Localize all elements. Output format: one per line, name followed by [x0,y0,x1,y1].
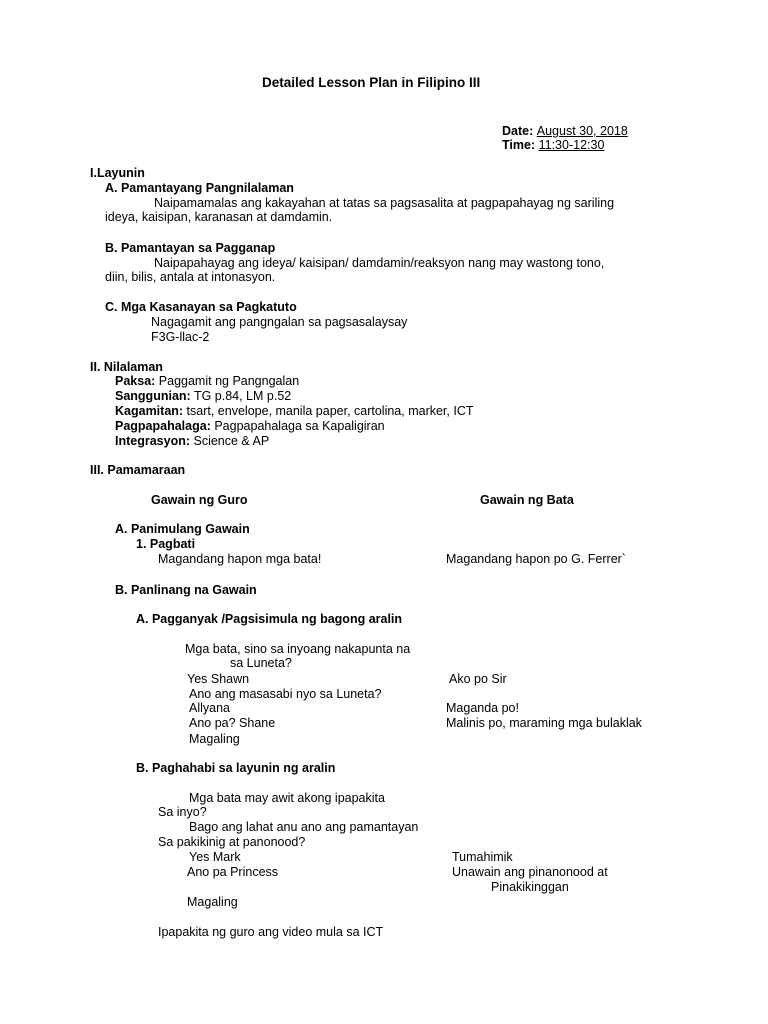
section-layunin-heading: I.Layunin [90,166,145,180]
kagamitan-row [115,404,474,419]
pagganyak-answer-2: Maganda po! [446,701,519,715]
kagamitan-label: Kagamitan: [115,404,184,418]
pagbati-heading: 1. Pagbati [136,537,196,551]
sanggunian-row [115,389,291,404]
paghahabi-line-3: Bago ang lahat anu ano ang pamantayan [189,820,419,834]
integrasyon-label: Integrasyon: [115,434,191,448]
paghahabi-answer-2-line-1: Unawain ang pinanonood at [452,865,608,879]
pagganyak-call-allyana: Allyana [189,701,230,715]
pagganyak-answer-1: Ako po Sir [449,672,507,686]
pagganyak-question-1-line-2: sa Luneta? [230,656,292,670]
sanggunian-value: TG p.84, LM p.52 [190,389,292,403]
paksa-row [115,374,299,389]
date-label: Date: [502,124,534,138]
paghahabi-heading: B. Paghahabi sa layunin ng aralin [136,761,336,775]
paghahabi-call-princess: Ano pa Princess [187,865,279,879]
kagamitan-value: tsart, envelope, manila paper, cartolina, marker, ICT [183,404,474,418]
pagganyak-call-shawn: Yes Shawn [187,672,250,686]
paghahabi-call-mark: Yes Mark [189,850,241,864]
layunin-b-text-2: diin, bilis, antala at intonasyon. [105,270,276,284]
date-value: August 30, 2018 [536,124,628,138]
pagganyak-question-1-line-1: Mga bata, sino sa inyoang nakapunta na [185,642,411,656]
integrasyon-value: Science & AP [190,434,270,448]
column-heading-bata: Gawain ng Bata [480,493,574,507]
pagbati-guro: Magandang hapon mga bata! [158,552,322,566]
pagganyak-praise: Magaling [189,732,240,746]
paghahabi-answer-1: Tumahimik [452,850,513,864]
pagpapahalaga-label: Pagpapahalaga: [115,419,211,433]
time-row [502,138,604,153]
time-value: 11:30-12:30 [538,138,605,152]
paghahabi-line-4: Sa pakikinig at panonood? [158,835,306,849]
paghahabi-video-note: Ipapakita ng guro ang video mula sa ICT [158,925,384,939]
sanggunian-label: Sanggunian: [115,389,191,403]
paghahabi-praise: Magaling [187,895,238,909]
pagganyak-question-3: Ano pa? Shane [189,716,276,730]
section-nilalaman-heading: II. Nilalaman [90,360,163,374]
panimulang-gawain-heading: A. Panimulang Gawain [115,522,250,536]
layunin-a-heading: A. Pamantayang Pangnilalaman [105,181,294,195]
pagganyak-answer-3: Malinis po, maraming mga bulaklak [446,716,642,730]
column-heading-guro: Gawain ng Guro [151,493,248,507]
paghahabi-line-1: Mga bata may awit akong ipapakita [189,791,385,805]
paksa-label: Paksa: [115,374,156,388]
pagganyak-question-2: Ano ang masasabi nyo sa Luneta? [189,687,382,701]
layunin-c-heading: C. Mga Kasanayan sa Pagkatuto [105,300,297,314]
integrasyon-row [115,434,269,449]
layunin-a-text-1: Naipamamalas ang kakayahan at tatas sa pagsasalita at pagpapahayag ng sariling [154,196,615,210]
pagpapahalaga-value: Pagpapahalaga sa Kapaligiran [210,419,385,433]
paghahabi-line-2: Sa inyo? [158,805,207,819]
layunin-c-code: F3G-llac-2 [151,330,210,344]
time-label: Time: [502,138,536,152]
pagbati-bata: Magandang hapon po G. Ferrer` [446,552,626,566]
paksa-value: Paggamit ng Pangngalan [155,374,300,388]
pagpapahalaga-row [115,419,385,434]
layunin-c-text-1: Nagagamit ang pangngalan sa pagsasalaysay [151,315,408,329]
document-title: Detailed Lesson Plan in Filipino III [262,75,481,90]
paghahabi-answer-2-line-2: Pinakikinggan [491,880,569,894]
date-row [502,124,628,139]
layunin-b-heading: B. Pamantayan sa Pagganap [105,241,276,255]
layunin-a-text-2: ideya, kaisipan, karanasan at damdamin. [105,210,333,224]
panlinang-na-gawain-heading: B. Panlinang na Gawain [115,583,257,597]
section-pamamaraan-heading: III. Pamamaraan [90,463,186,477]
layunin-b-text-1: Naipapahayag ang ideya/ kaisipan/ damdamin/reaksyon nang may wastong tono, [154,256,605,270]
pagganyak-heading: A. Pagganyak /Pagsisimula ng bagong aralin [136,612,403,626]
